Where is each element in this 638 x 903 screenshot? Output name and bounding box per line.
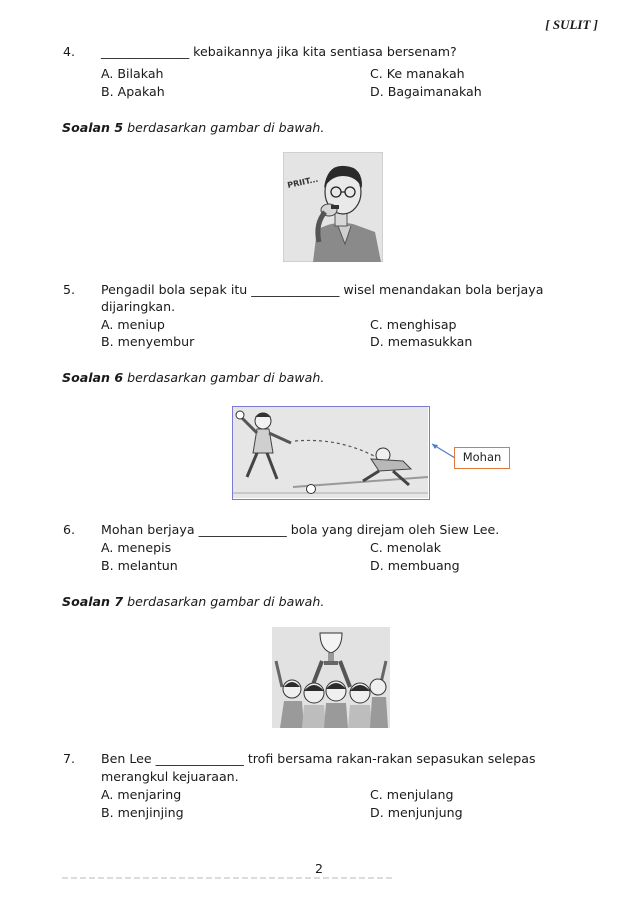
trophy-celebration-picture (272, 627, 390, 728)
handball-save-picture (232, 406, 430, 500)
whistle-sound-text: PRIIT... (286, 174, 320, 190)
q7-intro (62, 594, 324, 609)
classification-header: [ SULIT ] (545, 17, 598, 32)
q6-option-a: A. menepis (101, 540, 172, 555)
q5-option-a: A. meniup (101, 317, 165, 332)
q5-option-b: B. menyembur (101, 334, 195, 349)
q6-option-c: C. menolak (370, 540, 442, 555)
q5-intro-rest: berdasarkan gambar di bawah. (123, 120, 325, 135)
q4-option-a: A. Bilakah (101, 66, 164, 81)
q7-option-a: A. menjaring (101, 787, 182, 802)
q6-number: 6. (63, 522, 76, 537)
q6-option-d: D. membuang (370, 558, 460, 573)
q4-option-c: C. Ke manakah (370, 66, 465, 81)
page-number: 2 (314, 861, 323, 876)
faint-footer-rule (62, 875, 392, 882)
q4-option-d: D. Bagaimanakah (370, 84, 482, 99)
q7-stem: Ben Lee ______________ trofi bersama rakan-rakan sepasukan selepas (101, 751, 536, 766)
q5-stem: Pengadil bola sepak itu ______________ wisel menandakan bola berjaya (101, 282, 544, 297)
q6-option-b: B. melantun (101, 558, 178, 573)
q5-stem-line2: dijaringkan. (101, 299, 176, 314)
q5-option-c: C. menghisap (370, 317, 457, 332)
q4-stem: ______________ kebaikannya jika kita sentiasa bersenam? (101, 44, 457, 59)
q7-intro-rest: berdasarkan gambar di bawah. (123, 594, 325, 609)
q4-number: 4. (63, 44, 76, 59)
mohan-label: Mohan (454, 447, 510, 469)
q6-intro-lead: Soalan 6 (62, 370, 124, 385)
q7-option-d: D. menjunjung (370, 805, 463, 820)
q7-option-c: C. menjulang (370, 787, 454, 802)
q6-intro (62, 370, 324, 385)
q4-option-b: B. Apakah (101, 84, 165, 99)
q7-stem-line2: merangkul kejuaraan. (101, 769, 239, 784)
referee-whistle-picture (283, 152, 383, 262)
q7-option-b: B. menjinjing (101, 805, 184, 820)
q7-number: 7. (63, 751, 76, 766)
q7-intro-lead: Soalan 7 (62, 594, 124, 609)
q5-number: 5. (63, 282, 76, 297)
q5-option-d: D. memasukkan (370, 334, 473, 349)
q5-intro-lead: Soalan 5 (62, 120, 124, 135)
q5-intro (62, 120, 324, 135)
q6-intro-rest: berdasarkan gambar di bawah. (123, 370, 325, 385)
q6-stem: Mohan berjaya ______________ bola yang direjam oleh Siew Lee. (101, 522, 500, 537)
